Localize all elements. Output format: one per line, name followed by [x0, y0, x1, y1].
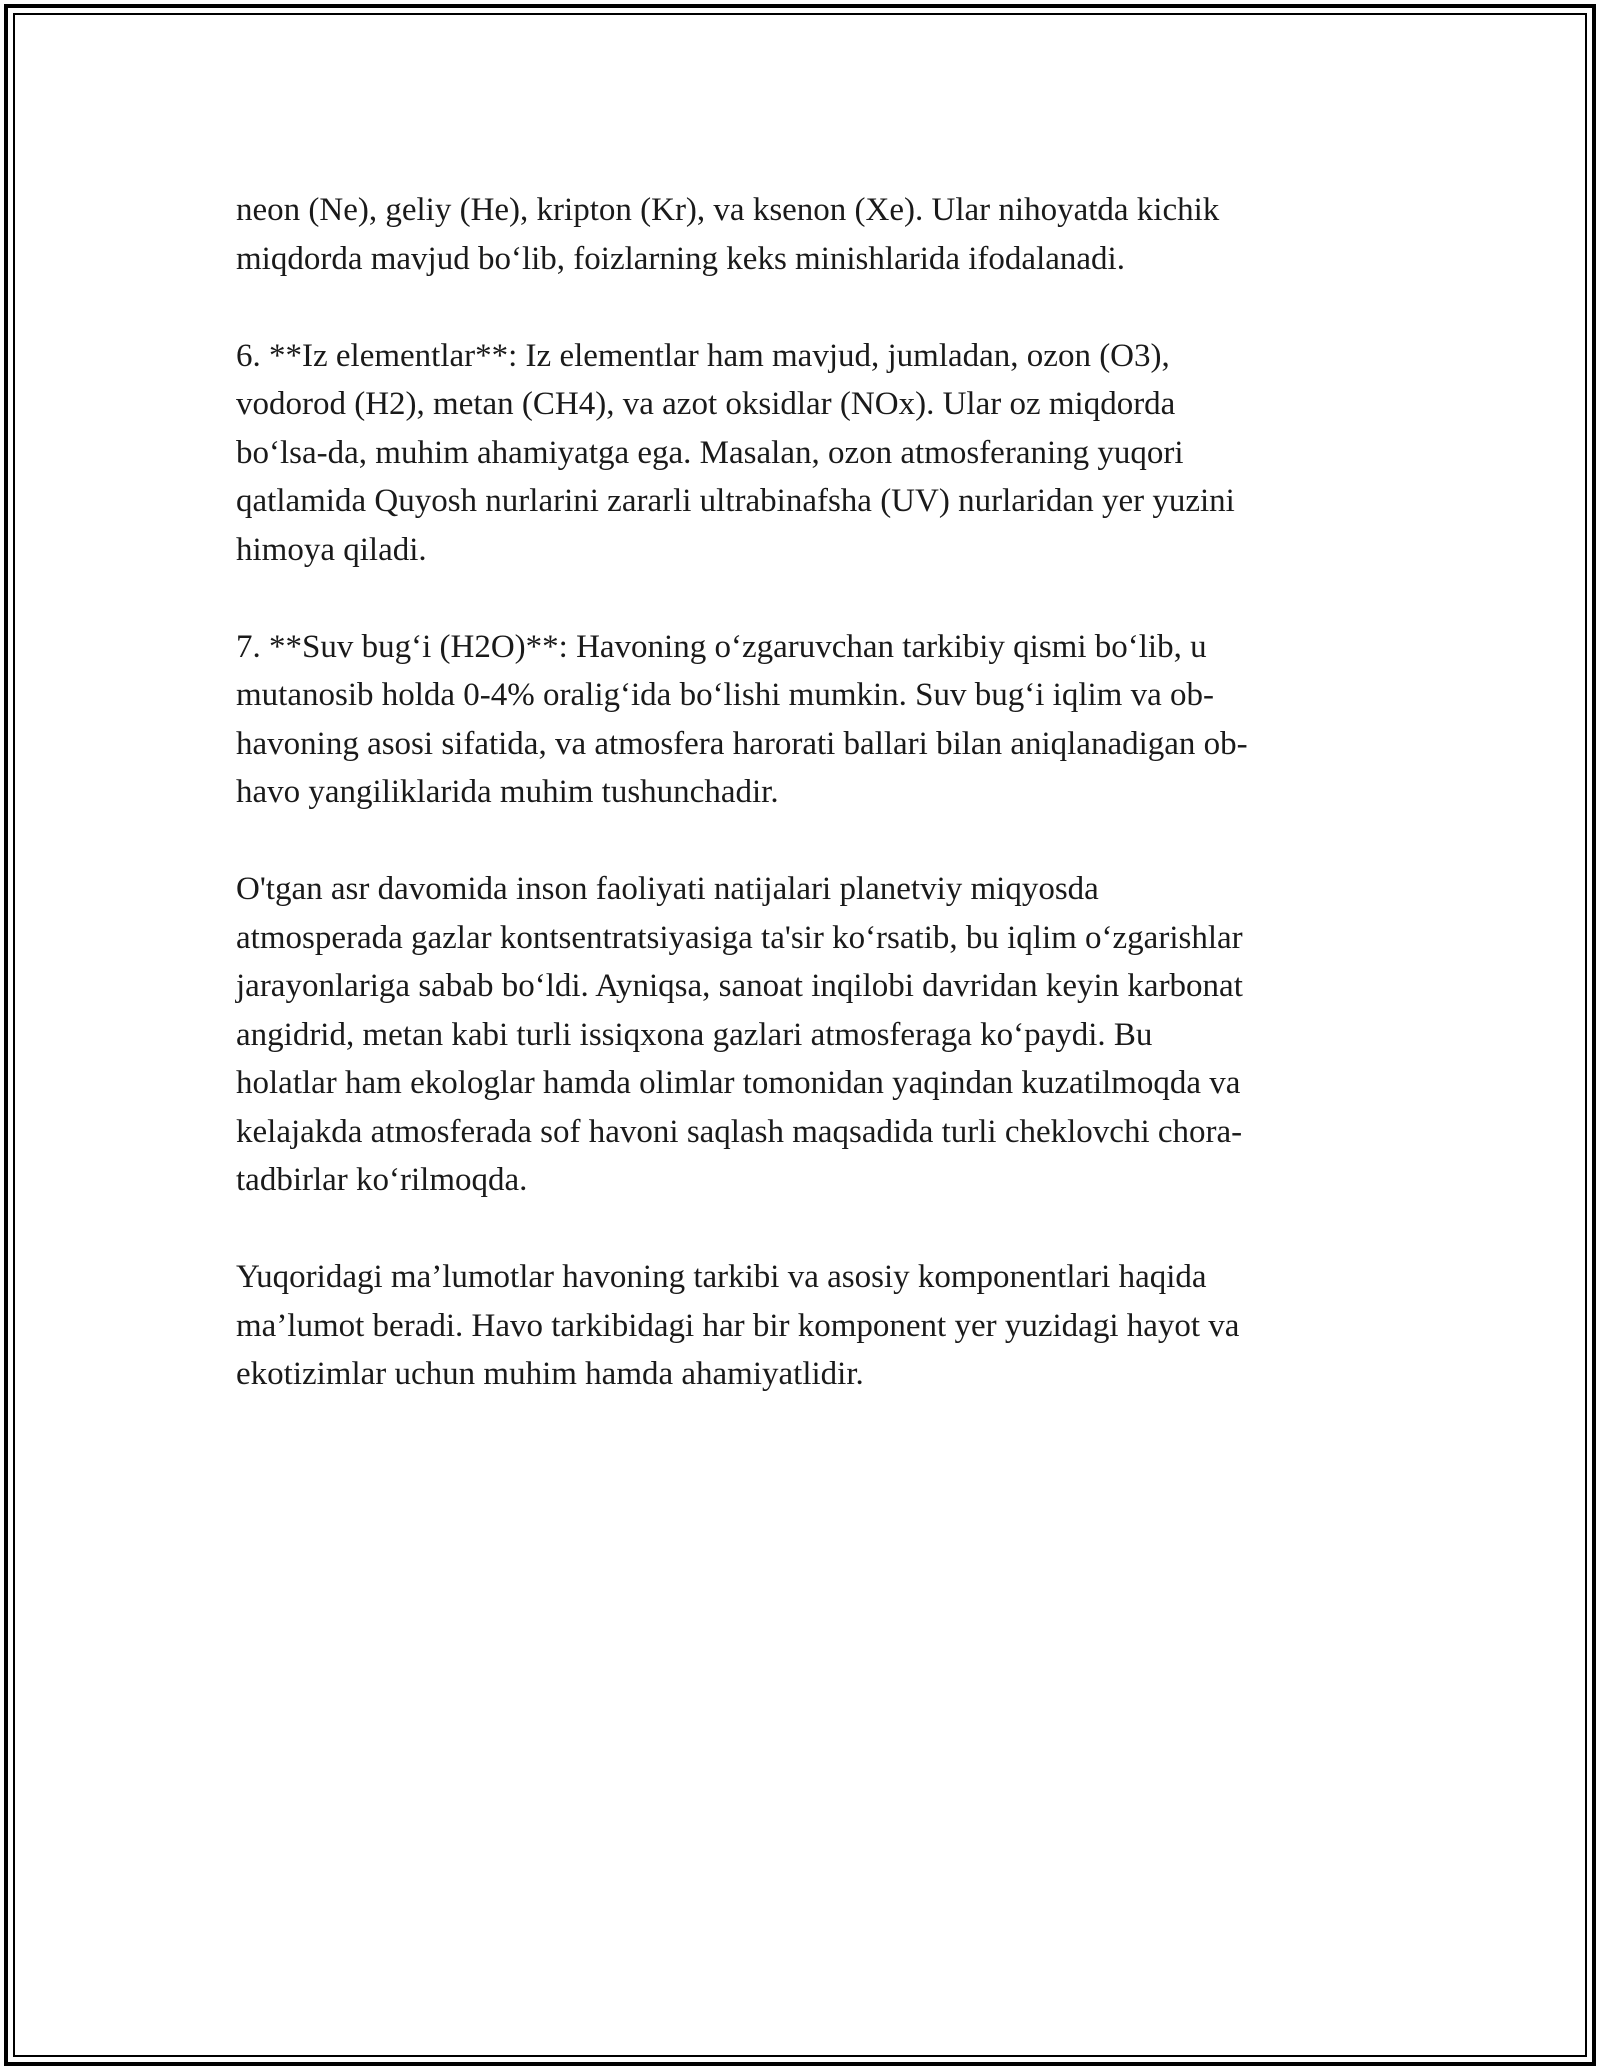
paragraph-noble-gases: neon (Ne), geliy (He), kripton (Kr), va ksenon (Xe). Ular nihoyatda kichik miqdorda mavjud bo‘lib, foizlarning keks minishlarida ifodalanadi. — [236, 192, 1220, 277]
paragraph-human-impact: O'tgan asr davomida inson faoliyati natijalari planetviy miqyosda atmosperada gazlar kontsentratsiyasiga ta'sir ko‘rsatib, bu iqlim o‘zgarishlar jarayonlariga sabab bo‘ldi. Ayniqsa, sanoat inqilobi davridan keyin karbonat angidrid, metan kabi turli issiqxona gazlari atmosferaga ko‘paydi. Bu holatlar ham ekologlar hamda olimlar tomonidan yaqindan kuzatilmoqda va kelajakda atmosferada sof havoni saqlash maqsadida turli cheklovchi chora- tadbirlar ko‘rilmoqda. — [236, 871, 1243, 1198]
paragraph-trace-elements: 6. **Iz elementlar**: Iz elementlar ham mavjud, jumladan, ozon (O3), vodorod (H2), metan (CH4), va azot oksidlar (NOx). Ular oz miqdorda bo‘lsa-da, muhim ahamiyatga ega. Masalan, ozon atmosferaning yuqori qatlamida Quyosh nurlarini zararli ultrabinafsha (UV) nurlaridan yer yuzini himoya qiladi. — [236, 337, 1235, 568]
paragraph-conclusion: Yuqoridagi ma’lumotlar havoning tarkibi va asosiy komponentlari haqida ma’lumot beradi. Havo tarkibidagi har bir komponent yer yuzidagi hayot va ekotizimlar uchun muhim hamda ahamiyatlidir. — [236, 1259, 1240, 1392]
paragraph-water-vapor: 7. **Suv bug‘i (H2O)**: Havoning o‘zgaruvchan tarkibiy qismi bo‘lib, u mutanosib holda 0-4% oralig‘ida bo‘lishi mumkin. Suv bug‘i iqlim va ob- havoning asosi sifatida, va atmosfera harorati ballari bilan aniqlanadigan ob- havo yangiliklarida muhim tushunchadir. — [236, 628, 1248, 810]
document-body — [236, 186, 1366, 1447]
